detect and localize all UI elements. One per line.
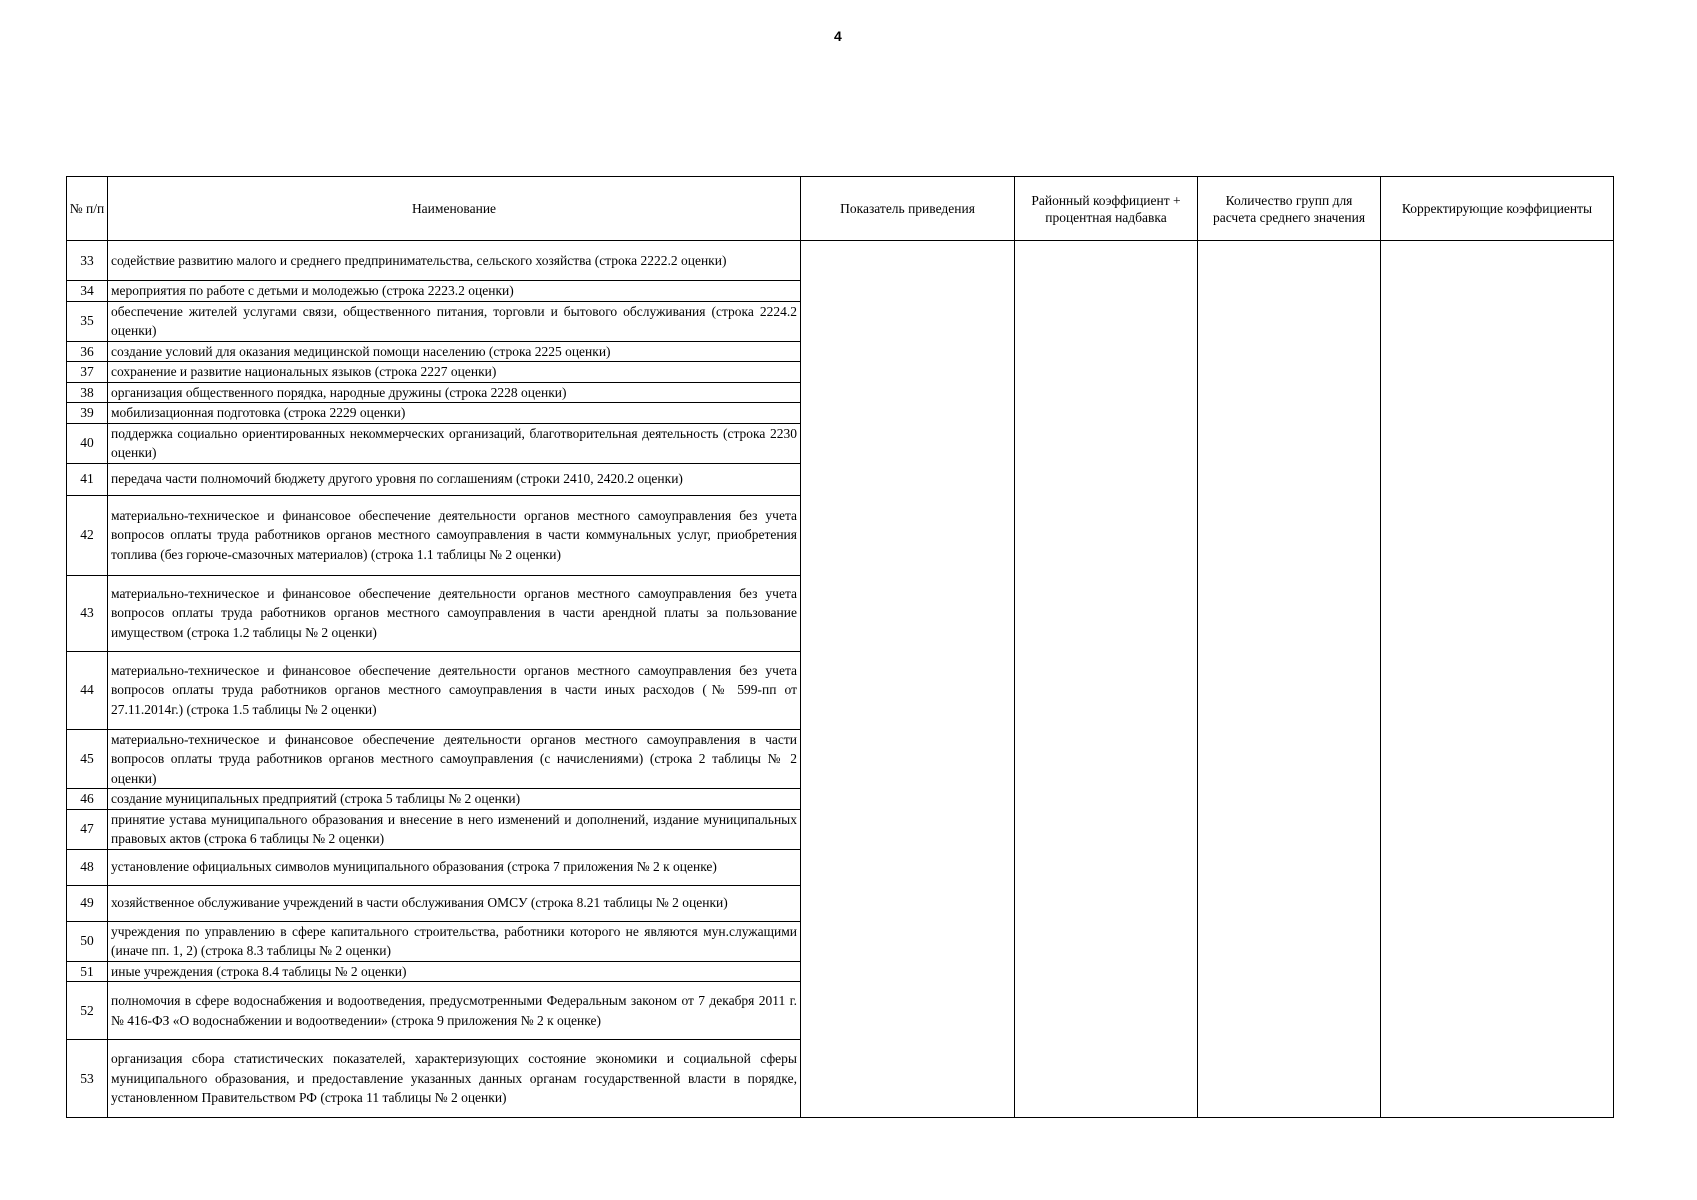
correction-coefficients-column — [1381, 241, 1614, 1118]
page-number: 4 — [834, 28, 842, 44]
groups-count-column — [1198, 241, 1381, 1118]
row-number: 46 — [67, 789, 108, 810]
row-name: материально-техническое и финансовое обеспечение деятельности органов местного самоуправления без учета вопросов оплаты труда работников органов местного самоуправления в части иных расходов (№ 599-пп от 27.11.2014г.) (строка 1.5 таблицы № 2 оценки) — [108, 651, 801, 729]
row-name: мероприятия по работе с детьми и молодежью (строка 2223.2 оценки) — [108, 281, 801, 302]
table-header-row — [67, 177, 1614, 241]
header-groups-count: Количество групп для расчета среднего значения — [1198, 177, 1381, 241]
row-number: 33 — [67, 241, 108, 281]
row-name: хозяйственное обслуживание учреждений в части обслуживания ОМСУ (строка 8.21 таблицы № 2 оценки) — [108, 885, 801, 921]
row-name: поддержка социально ориентированных некоммерческих организаций, благотворительная деятельность (строка 2230 оценки) — [108, 423, 801, 463]
row-name: учреждения по управлению в сфере капитального строительства, работники которого не являются мун.служащими (иначе пп. 1, 2) (строка 8.3 таблицы № 2 оценки) — [108, 921, 801, 961]
row-number: 53 — [67, 1040, 108, 1118]
row-name: материально-техническое и финансовое обеспечение деятельности органов местного самоуправления в части вопросов оплаты труда работников органов местного самоуправления (с начислениями) (строка 2 таблицы № 2 оценки) — [108, 729, 801, 789]
row-number: 51 — [67, 961, 108, 982]
row-number: 45 — [67, 729, 108, 789]
row-number: 42 — [67, 495, 108, 575]
row-number: 49 — [67, 885, 108, 921]
row-number: 34 — [67, 281, 108, 302]
row-name: иные учреждения (строка 8.4 таблицы № 2 оценки) — [108, 961, 801, 982]
header-num: № п/п — [67, 177, 108, 241]
district-coefficient-column — [1015, 241, 1198, 1118]
header-correction-coefficients: Корректирующие коэффициенты — [1381, 177, 1614, 241]
table-row — [67, 241, 1614, 281]
row-number: 47 — [67, 809, 108, 849]
header-district-coefficient: Районный коэффициент + процентная надбавка — [1015, 177, 1198, 241]
header-name: Наименование — [108, 177, 801, 241]
row-name: материально-техническое и финансовое обеспечение деятельности органов местного самоуправления без учета вопросов оплаты труда работников органов местного самоуправления в части коммунальных услуг, приобретения топлива (без горюче-смазочных материалов) (строка 1.1 таблицы № 2 оценки) — [108, 495, 801, 575]
row-number: 37 — [67, 362, 108, 383]
row-number: 44 — [67, 651, 108, 729]
indicator-column — [801, 241, 1015, 1118]
row-name: создание условий для оказания медицинской помощи населению (строка 2225 оценки) — [108, 341, 801, 362]
row-name: принятие устава муниципального образования и внесение в него изменений и дополнений, издание муниципальных правовых актов (строка 6 таблицы № 2 оценки) — [108, 809, 801, 849]
row-number: 39 — [67, 403, 108, 424]
row-name: создание муниципальных предприятий (строка 5 таблицы № 2 оценки) — [108, 789, 801, 810]
row-number: 36 — [67, 341, 108, 362]
row-name: передача части полномочий бюджету другого уровня по соглашениям (строки 2410, 2420.2 оценки) — [108, 463, 801, 495]
table-body — [67, 241, 1614, 1118]
row-number: 35 — [67, 301, 108, 341]
row-name: сохранение и развитие национальных языков (строка 2227 оценки) — [108, 362, 801, 383]
row-name: обеспечение жителей услугами связи, общественного питания, торговли и бытового обслуживания (строка 2224.2 оценки) — [108, 301, 801, 341]
row-number: 40 — [67, 423, 108, 463]
row-number: 43 — [67, 575, 108, 651]
row-name: организация сбора статистических показателей, характеризующих состояние экономики и социальной сферы муниципального образования, и предоставление указанных данных органам государственной власти в порядке, установленном Правительством РФ (строка 11 таблицы № 2 оценки) — [108, 1040, 801, 1118]
row-number: 48 — [67, 849, 108, 885]
row-number: 52 — [67, 982, 108, 1040]
row-number: 41 — [67, 463, 108, 495]
row-number: 50 — [67, 921, 108, 961]
row-name: мобилизационная подготовка (строка 2229 оценки) — [108, 403, 801, 424]
row-number: 38 — [67, 382, 108, 403]
row-name: материально-техническое и финансовое обеспечение деятельности органов местного самоуправления без учета вопросов оплаты труда работников органов местного самоуправления в части арендной платы за пользование имуществом (строка 1.2 таблицы № 2 оценки) — [108, 575, 801, 651]
row-name: содействие развитию малого и среднего предпринимательства, сельского хозяйства (строка 2222.2 оценки) — [108, 241, 801, 281]
data-table — [66, 176, 1614, 1118]
row-name: установление официальных символов муниципального образования (строка 7 приложения № 2 к оценке) — [108, 849, 801, 885]
row-name: организация общественного порядка, народные дружины (строка 2228 оценки) — [108, 382, 801, 403]
row-name: полномочия в сфере водоснабжения и водоотведения, предусмотренными Федеральным законом от 7 декабря 2011 г. № 416-ФЗ «О водоснабжении и водоотведении» (строка 9 приложения № 2 к оценке) — [108, 982, 801, 1040]
header-indicator: Показатель приведения — [801, 177, 1015, 241]
